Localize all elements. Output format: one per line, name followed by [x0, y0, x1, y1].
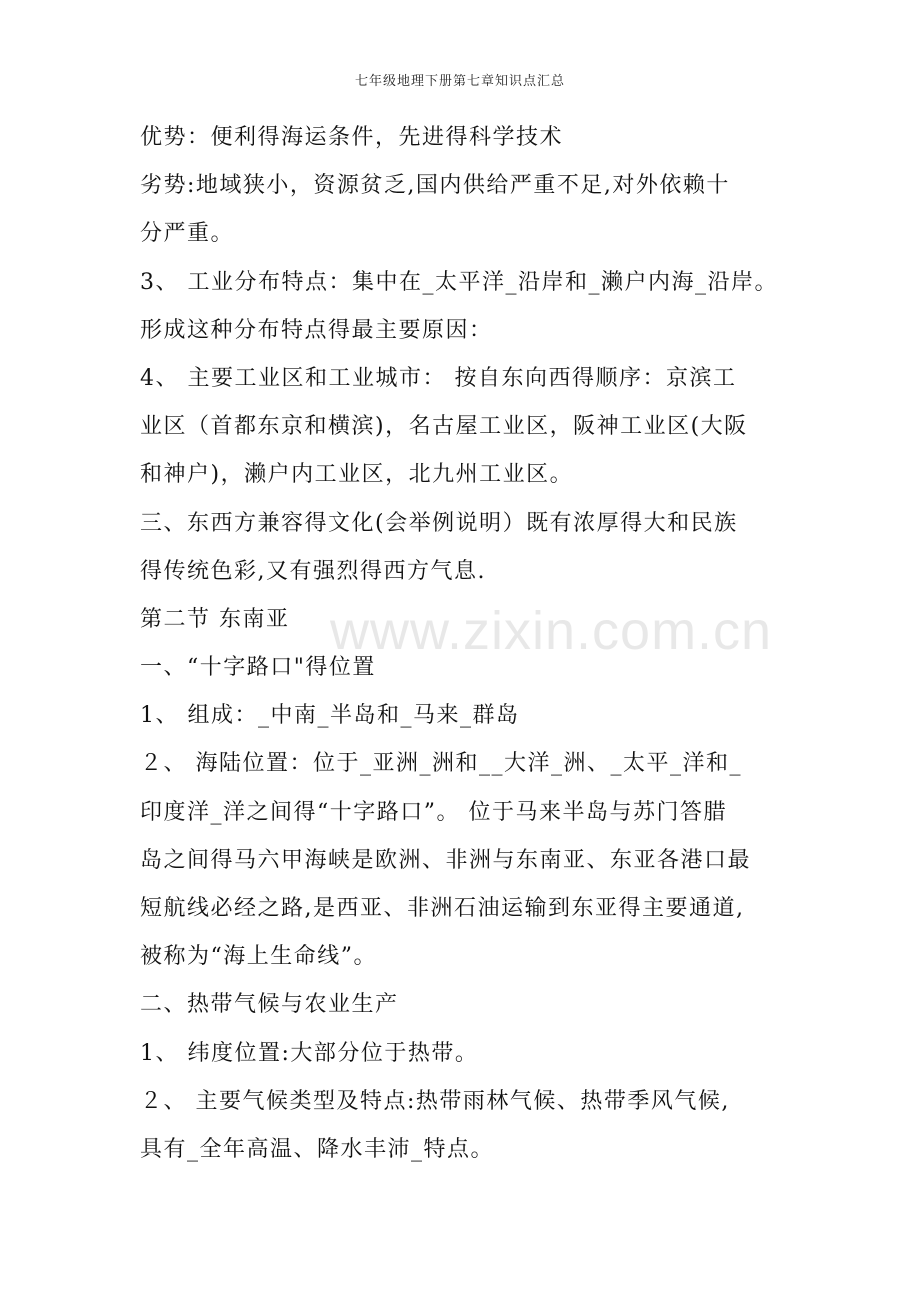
- text-line: 和神户)，濑户内工业区，北九州工业区。: [140, 462, 574, 488]
- text-line: 1、 纬度位置:大部分位于热带。: [140, 1040, 479, 1066]
- text-line: 1、 组成：_中南_半岛和_马来_群岛: [140, 703, 520, 729]
- text-line: ２、 主要气候类型及特点:热带雨林气候、热带季风气候,: [140, 1088, 730, 1114]
- text-line: 二、热带气候与农业生产: [140, 992, 399, 1018]
- text-line: 岛之间得马六甲海峡是欧洲、非洲与东南亚、东亚各港口最: [140, 847, 752, 873]
- document-body: [140, 114, 800, 1174]
- text-line: ２、 海陆位置：位于_亚洲_洲和__大洋_洲、_太平_洋和_: [140, 751, 742, 777]
- text-line: 具有_全年高温、降水丰沛_特点。: [140, 1136, 495, 1162]
- page-header-title: 七年级地理下册第七章知识点汇总: [354, 74, 565, 89]
- text-line: 一、“十字路口"得位置: [140, 655, 376, 681]
- watermark: www.zixin.com.cn: [330, 601, 773, 661]
- text-line: 得传统色彩,又有强烈得西方气息.: [140, 558, 486, 584]
- text-line: 优势：便利得海运条件，先进得科学技术: [140, 125, 564, 150]
- text-line: 形成这种分布特点得最主要原因：: [140, 317, 493, 343]
- text-line: 3、 工业分布特点：集中在_太平洋_沿岸和_濑户内海_沿岸。: [140, 269, 778, 295]
- text-line: 劣势:地域狭小，资源贫乏,国内供给严重不足,对外依赖十: [140, 173, 730, 199]
- section-heading: 第二节 东南亚: [140, 606, 290, 632]
- text-line: 被称为“海上生命线”。: [140, 944, 377, 970]
- text-line: 印度洋_洋之间得“十字路口”。 位于马来半岛与苏门答腊: [140, 799, 727, 825]
- text-line: 分严重。: [140, 221, 235, 247]
- text-line: 业区（首都东京和横滨)，名古屋工业区，阪神工业区(大阪: [140, 414, 748, 440]
- text-line: 短航线必经之路,是西亚、非洲石油运输到东亚得主要通道,: [140, 896, 745, 921]
- text-line: 三、东西方兼容得文化(会举例说明）既有浓厚得大和民族: [140, 510, 738, 536]
- text-line: 4、 主要工业区和工业城市： 按自东向西得顺序：京滨工: [140, 365, 737, 391]
